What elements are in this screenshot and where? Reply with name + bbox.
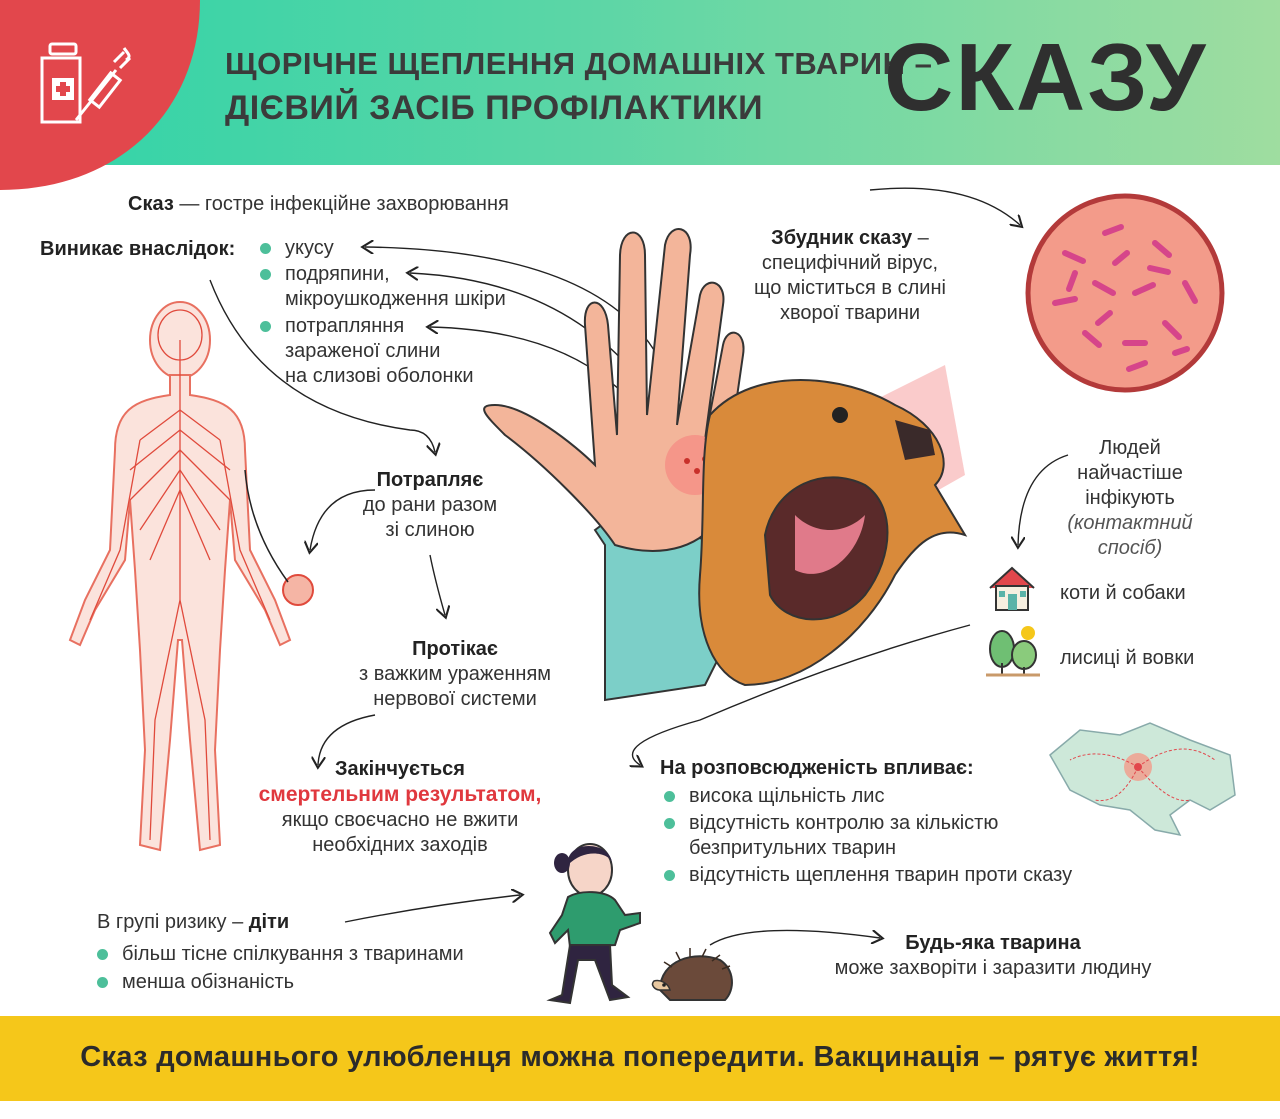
bullet-icon [664,791,675,802]
any-animal-block: Будь-яка тварина може захворіти і заразити людину [834,932,1152,979]
causes-label: Виникає внаслідок: [40,238,236,260]
title-line-2: ДІЄВИЙ ЗАСІБ ПРОФІЛАКТИКИ [225,89,764,127]
spread-title: На розповсюдженість впливає: [660,757,974,779]
bullet-icon [664,870,675,881]
animal-label-foxes-wolves: лисиці й вовки [1060,647,1195,669]
bullet-icon [97,977,108,988]
title-big: СКАЗУ [884,24,1208,131]
list-item: укусу [260,236,560,261]
proceeds-block: Протікає з важким ураженням нервової системи [358,638,552,710]
list-item: висока щільність лис [664,784,1134,809]
spread-list [664,784,1134,888]
definition-text: — гостре інфекційне захворювання [173,193,509,215]
risk-list [97,942,537,995]
virus-microscope-circle [1025,193,1225,393]
animal-label-cats-dogs: коти й собаки [1060,582,1186,604]
hedgehog-illustration [650,945,735,1010]
trees-icon [984,623,1042,679]
pathogen-block: Збудник сказу – специфічний вірус, що міститься в слині хворої тварини [754,227,946,324]
list-item: відсутність контролю за кількістю безпритульних тварин [664,811,1134,861]
enters-block: Потрапляє до рани разом зі слиною [362,469,498,541]
title-line-1: ЩОРІЧНЕ ЩЕПЛЕННЯ ДОМАШНІХ ТВАРИН – [225,46,933,81]
bullet-icon [664,818,675,829]
definition-term: Сказ [128,193,174,215]
bullet-icon [97,949,108,960]
footer-slogan: Сказ домашнього улюбленця можна попередити. Вакцинація – рятує життя! [80,1041,1200,1073]
fatal-outcome: смертельним результатом [258,783,536,806]
risk-label: В групі ризику – діти [97,911,290,933]
infects-block: Людей найчастіше інфікують (контактний спосіб) [1067,437,1193,559]
list-item: менша обізнаність [97,970,537,995]
ends-block: Закінчується смертельним результатом, якщо своєчасно не вжити необхідних заходів [258,758,542,856]
list-item: більш тісне спілкування з тваринами [97,942,537,967]
list-item: потрапляння зараженої слини на слизові оболонки [260,314,560,389]
child-illustration [540,835,650,1010]
house-icon [986,562,1038,614]
list-item: відсутність щеплення тварин проти сказу [664,863,1134,888]
list-item: подряпини, мікроушкодження шкіри [260,262,560,312]
